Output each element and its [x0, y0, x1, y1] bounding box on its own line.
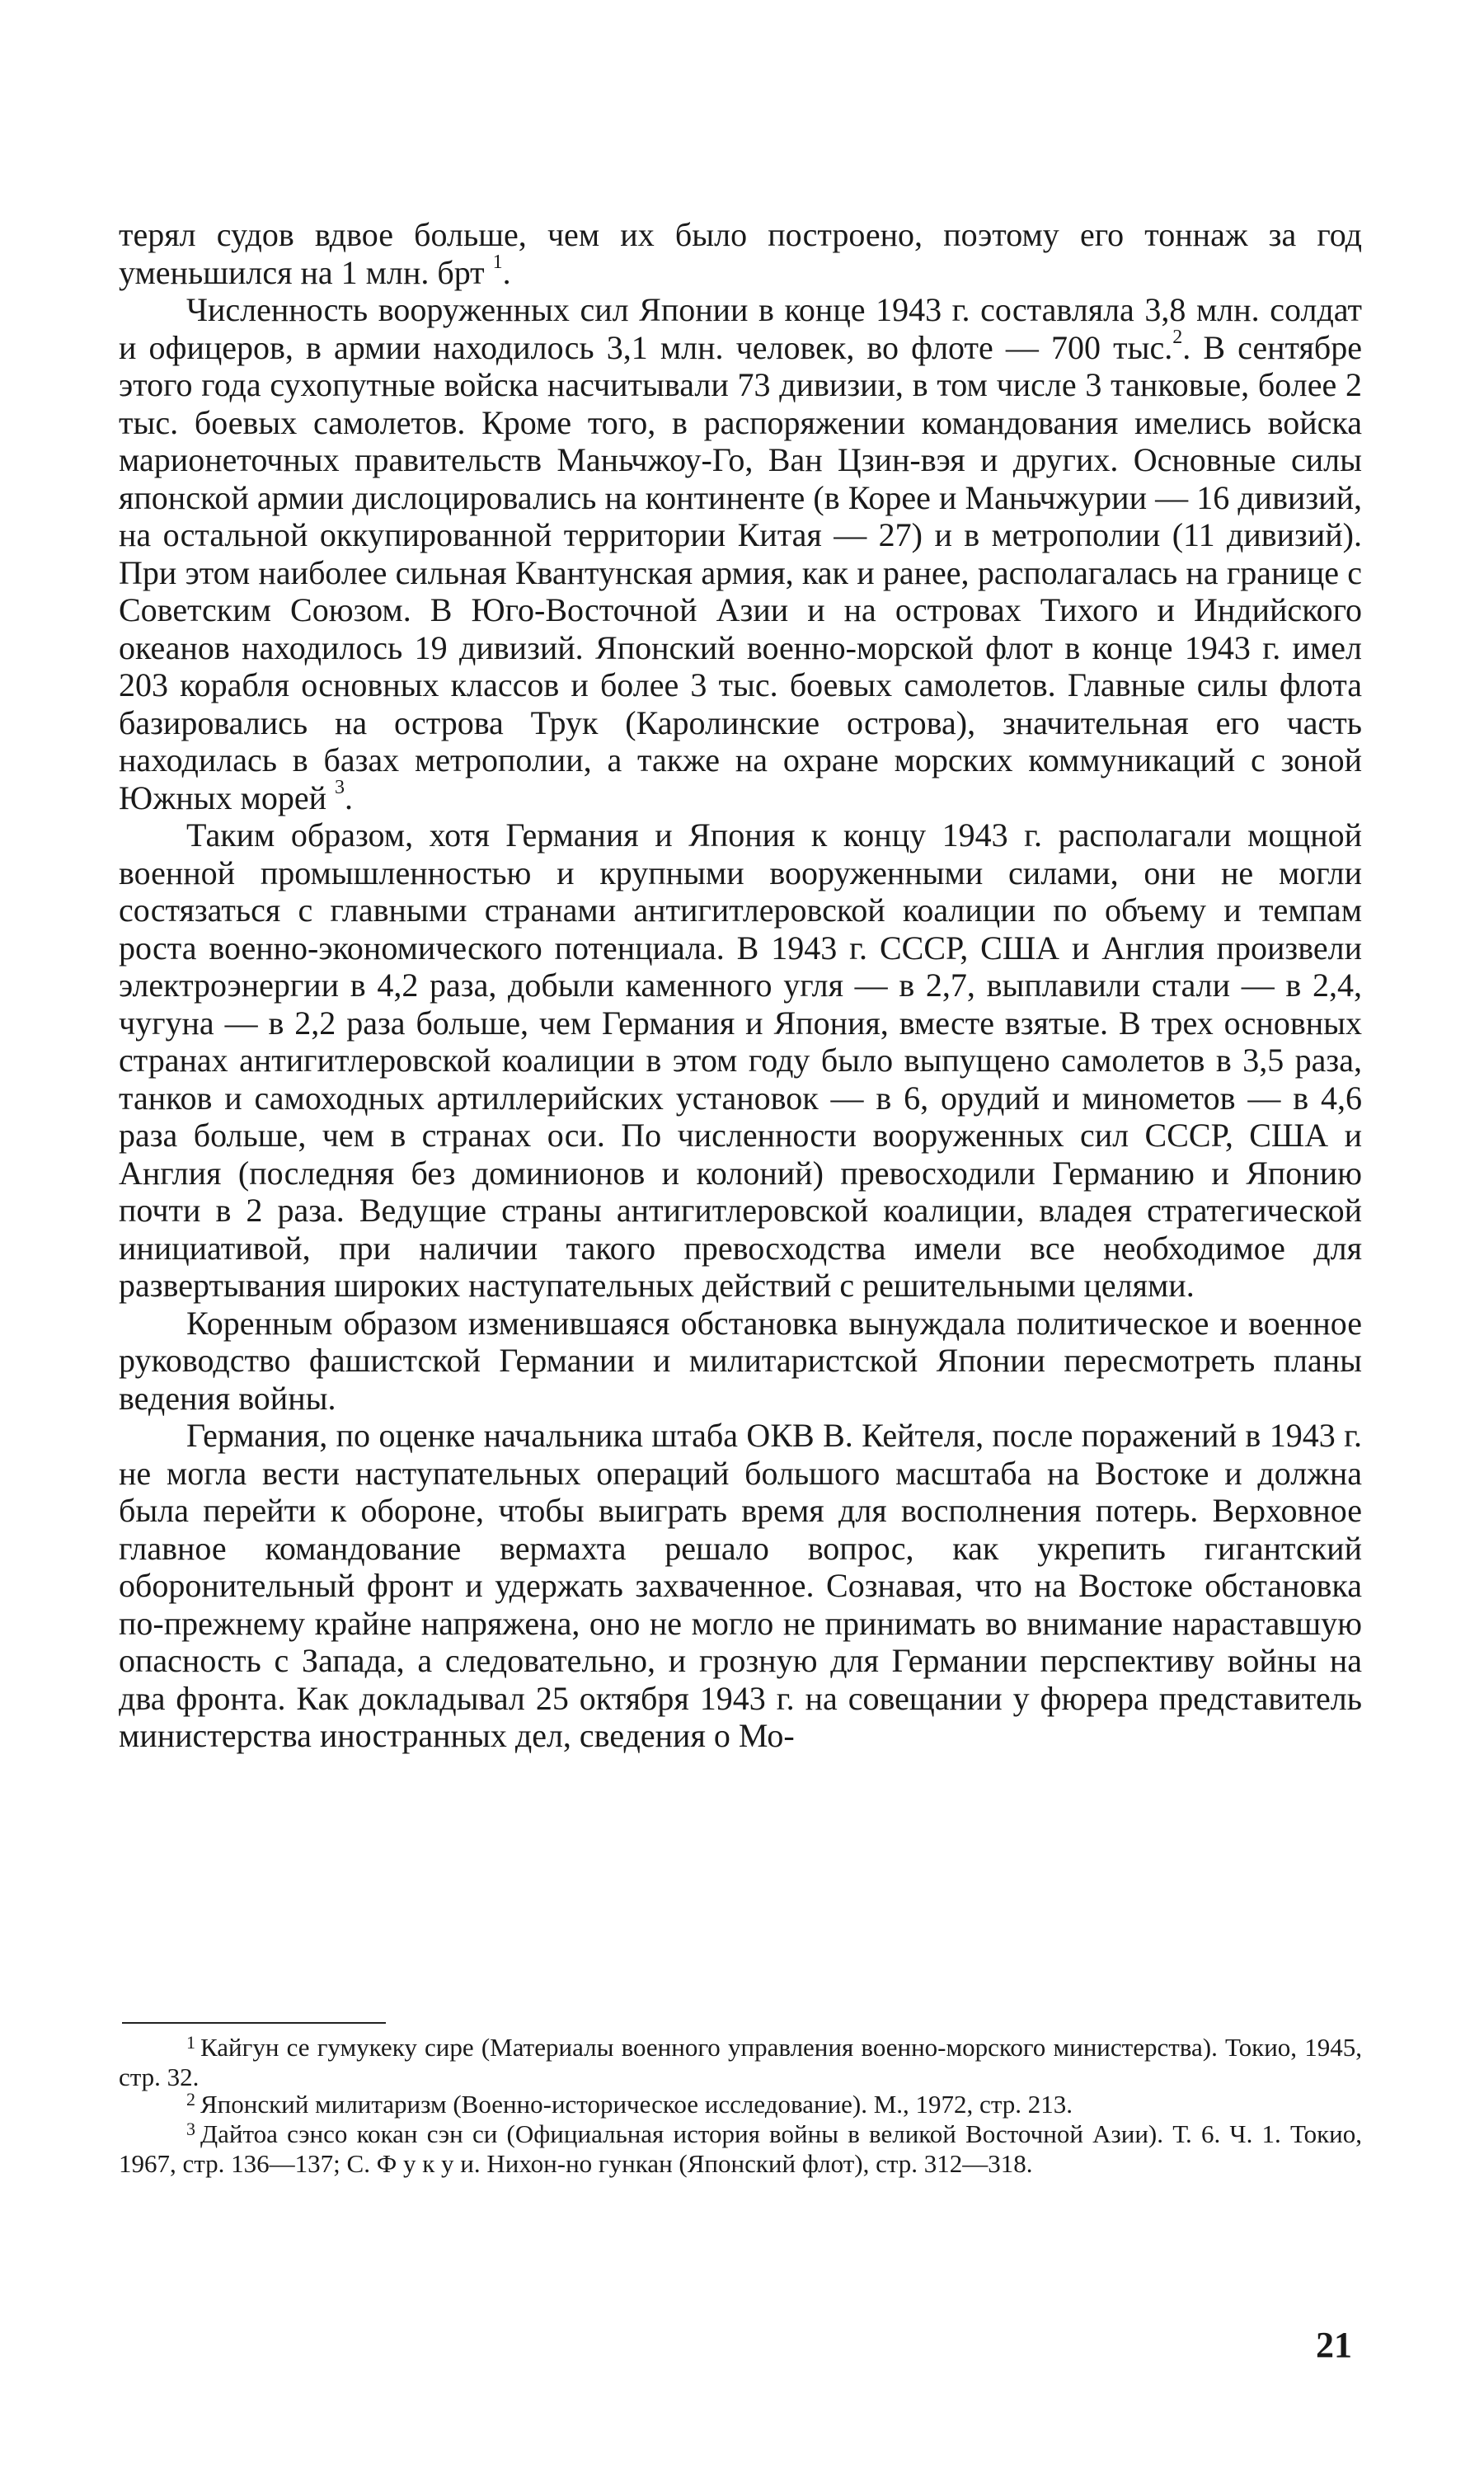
footnote — [119, 2034, 1362, 2091]
footnote — [119, 2091, 1362, 2120]
page-number: 21 — [1316, 2325, 1352, 2365]
paragraph-tail: . — [502, 253, 511, 291]
main-text — [119, 216, 1362, 1755]
footnote-ref: 3 — [335, 777, 345, 799]
footnote — [119, 2120, 1362, 2177]
paragraph-text: терял судов вдвое больше, чем их было построено, поэтому его тоннаж за год уменьшился на 1 млн. брт — [119, 216, 1362, 291]
paragraph-tail: . — [345, 778, 353, 816]
paragraph-comparison: Таким образом, хотя Германия и Япония к концу 1943 г. располагали мощной военной промышленностью и крупными вооруженными силами, они не могли состязаться с главными странами антигитлеровской коалиции по объему и темпам роста военно-экономического потенциала. В 1943 г. СССР, США и Англия произвели электроэнергии в 4,2 раза, добыли каменного угля — в 2,7, выплавили стали — в 2,4, чугуна — в 2,2 раза больше, чем Германия и Япония, вместе взятые. В трех основных странах антигитлеровской коалиции в этом году было выпущено самолетов в 3,5 раза, танков и самоходных артиллерийских установок — в 6, орудий и минометов — в 4,6 раза больше, чем в странах оси. По численности вооруженных сил СССР, США и Англия (последняя без доминионов и колоний) превосходили Германию и Японию почти в 2 раза. Ведущие страны антигитлеровской коалиции, владея стратегической инициативой, при наличии такого превосходства имели все необходимое для развертывания широких наступательных действий с решительными целями. — [119, 816, 1362, 1304]
paragraph-text: . В сентябре этого года сухопутные войска насчитывали 73 дивизии, в том числе 3 танковые, более 2 тыс. боевых самолетов. Кроме того, в распоряжении командования имелись войска марионеточных правительств Маньчжоу-Го, Ван Цзин-вэя и других. Основные силы японской армии дислоцировались на континенте (в Корее и Маньчжурии — 16 дивизий, на остальной оккупированной территории Китая — 27) и в метрополии (11 дивизий). При этом наиболее сильная Квантунская армия, как и ранее, располагалась на границе с Советским Союзом. В Юго-Восточной Азии и на островах Тихого и Индийского океанов находилось 19 дивизий. Японский военно-морской флот в конце 1943 г. имел 203 корабля основных классов и более 3 тыс. боевых самолетов. Главные силы флота базировались на острова Трук (Каролинские острова), значительная его часть находилась в базах метрополии, а также на охране морских коммуникаций с зоной Южных морей — [119, 328, 1362, 816]
footnote-number: 3 — [186, 2119, 195, 2139]
footnote-number: 2 — [186, 2089, 195, 2109]
paragraph-continuation — [119, 216, 1362, 291]
footnote-text: Дайтоа сэнсо кокан сэн си (Официальная история войны в великой Восточной Азии). Т. 6. Ч. 1. Токио, 1967, стр. 136—137; С. Ф у к у и. Нихон-но гункан (Японский флот), стр. 312—318. — [119, 2119, 1362, 2178]
footnote-ref: 1 — [492, 252, 503, 274]
footnotes — [119, 2034, 1362, 2177]
footnote-ref: 2 — [1172, 327, 1183, 349]
footnote-divider — [122, 2022, 386, 2024]
paragraph-japan-forces — [119, 291, 1362, 816]
paragraph-text: Численность вооруженных сил Японии в конце 1943 г. составляла 3,8 млн. солдат и офицеров, в армии находилось 3,1 млн. человек, во флоте — 700 тыс. — [119, 291, 1362, 366]
paragraph-situation: Коренным образом изменившаяся обстановка вынуждала политическое и военное руководство фашистской Германии и милитаристской Японии пересмотреть планы ведения войны. — [119, 1304, 1362, 1417]
footnote-number: 1 — [186, 2032, 195, 2053]
footnote-text: Японский милитаризм (Военно-историческое исследование). М., 1972, стр. 213. — [200, 2090, 1073, 2119]
paragraph-germany: Германия, по оценке начальника штаба ОКВ В. Кейтеля, после поражений в 1943 г. не могла вести наступательных операций большого масштаба на Востоке и должна была перейти к обороне, чтобы выиграть время для восполнения потерь. Верховное главное командование вермахта решало вопрос, как укрепить гигантский оборонительный фронт и удержать захваченное. Сознавая, что на Востоке обстановка по-прежнему крайне напряжена, оно не могло не принимать во внимание нараставшую опасность с Запада, а следовательно, и грозную для Германии перспективу войны на два фронта. Как докладывал 25 октября 1943 г. на совещании у фюрера представитель министерства иностранных дел, сведения о Мо- — [119, 1417, 1362, 1754]
footnote-text: Кайгун се гумукеку сире (Материалы военного управления военно-морского министерства). Токио, 1945, стр. 32. — [119, 2033, 1362, 2091]
